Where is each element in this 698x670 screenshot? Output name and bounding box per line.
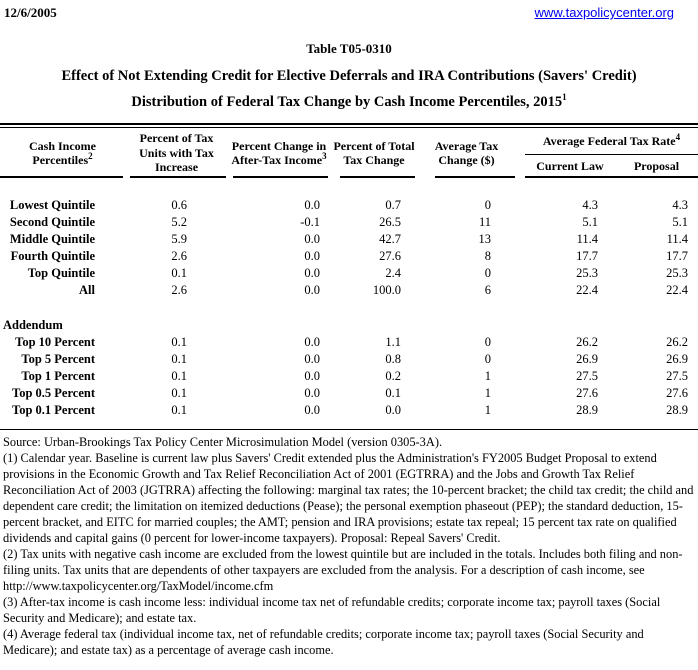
cell-avg-tax-change: 0: [484, 352, 491, 366]
cell-avg-rate-current-law: 26.9: [576, 352, 598, 366]
cell-pct-change-after-tax-income: -0.1: [300, 215, 320, 229]
table-row: [0, 385, 698, 402]
col-header-pct-total-tax-change: Percent of Total Tax Change: [330, 128, 418, 178]
cell-avg-rate-current-law: 5.1: [582, 215, 598, 229]
table-row: [0, 197, 698, 214]
col-header-pct-tax-units-with-increase: Percent of Tax Units with Tax Increase: [125, 128, 228, 178]
row-label: Top 1 Percent: [21, 369, 95, 383]
cell-pct-change-after-tax-income: 0.0: [304, 403, 320, 417]
row-label: Middle Quintile: [9, 232, 95, 246]
cell-avg-rate-current-law: 27.6: [576, 386, 598, 400]
cell-pct-total-tax-change: 0.8: [385, 352, 401, 366]
cell-pct-total-tax-change: 42.7: [379, 232, 401, 246]
cell-avg-rate-proposal: 27.5: [666, 369, 688, 383]
cell-pct-change-after-tax-income: 0.0: [304, 198, 320, 212]
cell-pct-total-tax-change: 26.5: [379, 215, 401, 229]
col-header-pct-change-after-tax-income: Percent Change in After-Tax Income$^3$: [228, 128, 330, 178]
table-row: [0, 334, 698, 351]
row-label: Fourth Quintile: [10, 249, 95, 263]
cell-avg-rate-proposal: 26.9: [666, 352, 688, 366]
cell-pct-tax-units-with-increase: 0.1: [171, 386, 187, 400]
cell-pct-total-tax-change: 0.2: [385, 369, 401, 383]
cell-avg-tax-change: 13: [478, 232, 491, 246]
cell-avg-rate-proposal: 17.7: [666, 249, 688, 263]
col-header-avg-tax-change: Average Tax Change ($): [418, 128, 515, 178]
table-row: [0, 282, 698, 299]
cell-pct-total-tax-change: 0.0: [385, 403, 401, 417]
cell-pct-change-after-tax-income: 0.0: [304, 283, 320, 297]
row-label: Top 5 Percent: [21, 352, 95, 366]
cell-avg-rate-current-law: 26.2: [576, 335, 598, 349]
table-subtitle: Distribution of Federal Tax Change by Cash Income Percentiles, 2015$^1$: [131, 92, 567, 110]
cell-pct-tax-units-with-increase: 0.1: [171, 403, 187, 417]
cell-pct-total-tax-change: 1.1: [385, 335, 401, 349]
cell-pct-tax-units-with-increase: 0.1: [171, 369, 187, 383]
footnote-ref-3: 3: [322, 151, 327, 161]
cell-pct-tax-units-with-increase: 2.6: [171, 249, 187, 263]
cell-avg-rate-proposal: 4.3: [672, 198, 688, 212]
row-label: All: [79, 283, 95, 297]
cell-avg-rate-proposal: 11.4: [666, 232, 688, 246]
cell-pct-tax-units-with-increase: 0.1: [171, 266, 187, 280]
title-block: [0, 41, 698, 111]
row-label: Top Quintile: [27, 266, 95, 280]
cell-avg-rate-current-law: 27.5: [576, 369, 598, 383]
cell-avg-rate-current-law: 22.4: [576, 283, 598, 297]
cell-pct-total-tax-change: 2.4: [385, 266, 401, 280]
table-addendum-rows: [0, 334, 698, 419]
table-row: [0, 214, 698, 231]
footnote-ref-2: 2: [88, 151, 93, 161]
cell-avg-tax-change: 1: [484, 369, 491, 383]
cell-pct-change-after-tax-income: 0.0: [304, 352, 320, 366]
row-label: Second Quintile: [9, 215, 95, 229]
footnote-4: (4) Average federal tax (individual income tax, net of refundable credits; corporate income tax; payroll taxes (Social Security and Medicare); and estate tax) as a percentage of average cash income.: [3, 627, 644, 657]
table-row: [0, 351, 698, 368]
taxpolicycenter-link[interactable]: www.taxpolicycenter.org: [534, 5, 674, 20]
table-row: [0, 368, 698, 385]
row-label: Top 10 Percent: [15, 335, 95, 349]
footnote-3: (3) After-tax income is cash income less: individual income tax net of refundable credits; corporate income tax; payroll taxes (Social Security and Medicare); and estate tax.: [3, 595, 661, 625]
cell-avg-rate-proposal: 25.3: [666, 266, 688, 280]
cell-avg-rate-current-law: 28.9: [576, 403, 598, 417]
cell-avg-tax-change: 0: [484, 335, 491, 349]
cell-avg-rate-current-law: 11.4: [576, 232, 598, 246]
addendum-label: Addendum: [3, 318, 63, 332]
cell-pct-tax-units-with-increase: 0.1: [171, 352, 187, 366]
document-date: 12/6/2005: [4, 5, 57, 20]
footnote-1: (1) Calendar year. Baseline is current law plus Savers' Credit extended plus the Administration's FY2005 Budget Proposal to extend provisions in the Economic Growth and Tax Relief Reconciliation Act of 2001 (EGTRRA) and the Jobs and Growth Tax Relief Reconciliation Act of 2003 (JGTRRA) affecting the following: marginal tax rates; the 10-percent bracket; the child tax credit; the child and dependent care credit; the limitation on itemized deductions (Pease); the personal exemption phaseout (PEP); the standard deduction, 15-percent bracket, and EITC for married couples; the AMT; pension and IRA provisions; estate tax repeal; 15 percent tax rate on qualified dividends and capital gains (0 percent for lower-income taxpayers). Proposal: Repeal Savers' Credit.: [3, 451, 694, 545]
cell-avg-tax-change: 0: [484, 198, 491, 212]
cell-pct-change-after-tax-income: 0.0: [304, 249, 320, 263]
footnote-ref-4: 4: [675, 131, 681, 142]
row-label: Lowest Quintile: [9, 198, 95, 212]
cell-avg-tax-change: 11: [478, 215, 491, 229]
cell-pct-change-after-tax-income: 0.0: [304, 232, 320, 246]
footnotes-block: [0, 430, 698, 658]
cell-avg-tax-change: 0: [484, 266, 491, 280]
cell-pct-change-after-tax-income: 0.0: [304, 266, 320, 280]
col-header-cash-income-percentiles: Cash Income Percentiles$^2$: [0, 128, 125, 178]
cell-avg-tax-change: 1: [484, 403, 491, 417]
cell-avg-tax-change: 6: [484, 283, 491, 297]
cell-pct-change-after-tax-income: 0.0: [304, 369, 320, 383]
cell-pct-tax-units-with-increase: 0.6: [171, 198, 187, 212]
table-header-row: [0, 128, 698, 178]
cell-pct-change-after-tax-income: 0.0: [304, 335, 320, 349]
footnote-ref-1: 1: [562, 92, 567, 103]
footnote-2: (2) Tax units with negative cash income are excluded from the lowest quintile but are included in the totals. Includes both filing and non-filing units. Tax units that are dependents of other taxpayers are excluded from the analysis. For a description of cash income, see http://www.taxpolicycenter.org/TaxModel/income.cfm: [3, 547, 683, 593]
cell-avg-rate-proposal: 5.1: [672, 215, 688, 229]
cell-pct-tax-units-with-increase: 0.1: [171, 335, 187, 349]
cell-pct-total-tax-change: 0.7: [385, 198, 401, 212]
cell-pct-total-tax-change: 100.0: [372, 283, 401, 297]
cell-avg-tax-change: 8: [484, 249, 491, 263]
cell-avg-rate-current-law: 17.7: [576, 249, 598, 263]
table-row: [0, 248, 698, 265]
col-header-avg-federal-tax-rate-group: [515, 128, 698, 178]
table-title: Effect of Not Extending Credit for Elective Deferrals and IRA Contributions (Savers' Credit): [61, 68, 637, 84]
cell-pct-total-tax-change: 0.1: [385, 386, 401, 400]
table-row: [0, 265, 698, 282]
row-label: Top 0.1 Percent: [12, 403, 95, 417]
table-main-rows: [0, 197, 698, 299]
cell-pct-tax-units-with-increase: 5.2: [171, 215, 187, 229]
cell-pct-change-after-tax-income: 0.0: [304, 386, 320, 400]
cell-avg-rate-current-law: 25.3: [576, 266, 598, 280]
cell-avg-tax-change: 1: [484, 386, 491, 400]
table-row: [0, 402, 698, 419]
cell-pct-total-tax-change: 27.6: [379, 249, 401, 263]
cell-avg-rate-proposal: 26.2: [666, 335, 688, 349]
source-note: Source: Urban-Brookings Tax Policy Center Microsimulation Model (version 0305-3A).: [3, 435, 443, 449]
table-addendum-section: [0, 317, 698, 419]
page-header: [0, 0, 698, 22]
cell-avg-rate-proposal: 28.9: [666, 403, 688, 417]
cell-avg-rate-proposal: 22.4: [666, 283, 688, 297]
table-number-title: Table T05-0310: [306, 41, 392, 56]
table-row: [0, 231, 698, 248]
row-label: Top 0.5 Percent: [12, 386, 95, 400]
group-header-avg-federal-tax-rate: Average Federal Tax Rate$^4$: [542, 131, 681, 148]
cell-pct-tax-units-with-increase: 2.6: [171, 283, 187, 297]
cell-avg-rate-proposal: 27.6: [666, 386, 688, 400]
subcol-header-proposal: Proposal: [633, 159, 680, 173]
cell-avg-rate-current-law: 4.3: [582, 198, 598, 212]
cell-pct-tax-units-with-increase: 5.9: [171, 232, 187, 246]
subcol-header-current-law: Current Law: [536, 159, 604, 173]
